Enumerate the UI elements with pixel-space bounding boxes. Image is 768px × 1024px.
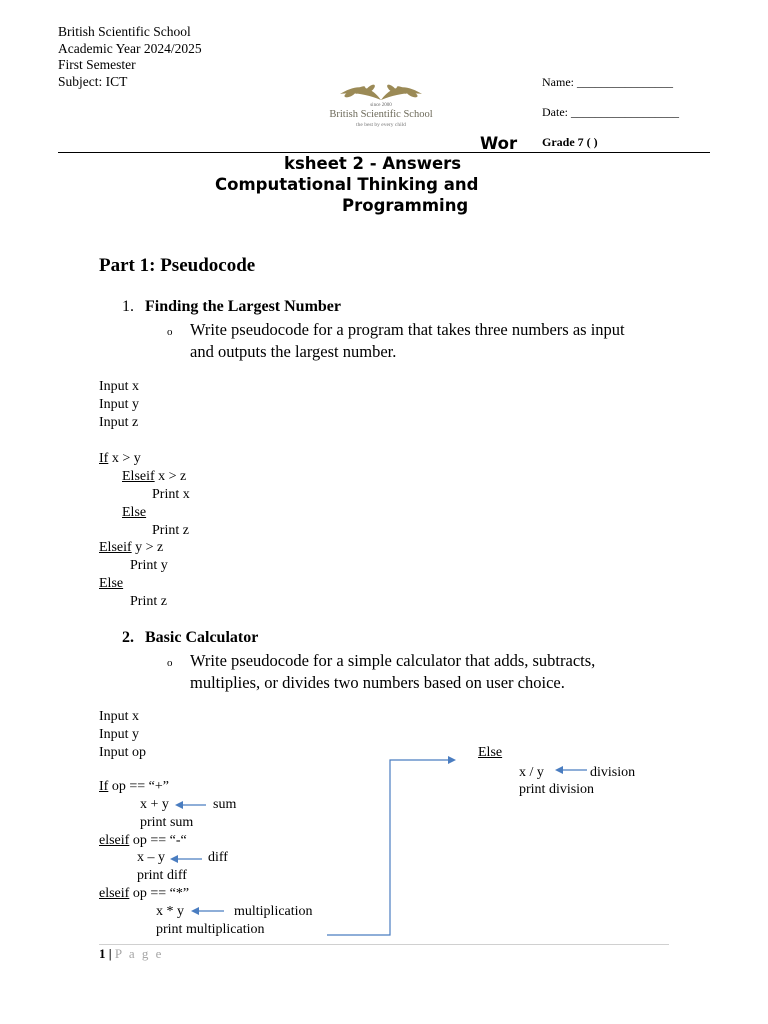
q1-code-line: Print y (130, 558, 168, 573)
q1-bullet-line2: and outputs the largest number. (190, 342, 397, 361)
q2-add-expr: x + y (140, 797, 169, 812)
q1-else-line: Else (122, 505, 147, 520)
q1-number: 1. (122, 298, 134, 315)
name-field: Name: ________________ (542, 75, 673, 89)
keyword: If (99, 451, 109, 466)
q1-bullet-line1: Write pseudocode for a program that takes three numbers as input (190, 320, 625, 339)
q2-mul-expr: x * y (156, 904, 184, 919)
q2-bullet-icon: o (167, 657, 173, 669)
q2-code-line: print division (519, 782, 595, 797)
keyword: If (99, 779, 109, 794)
q1-code-line: Input y (99, 397, 140, 412)
q2-sub-label: diff (208, 850, 228, 865)
q1-elseif-line: Elseif y > z (99, 540, 164, 555)
page-number: 1 (99, 946, 106, 961)
q2-code-line: print diff (137, 868, 187, 883)
q2-else-line: Else (478, 745, 503, 760)
q2-sub-expr: x – y (137, 850, 165, 865)
q2-elseif-line: elseif op == “*” (99, 886, 190, 901)
logo-since: since 2000 (370, 103, 392, 108)
semester: First Semester (58, 57, 136, 72)
keyword: elseif (99, 833, 130, 848)
page-footer: 1 | P a g e (99, 946, 164, 961)
q1-title: Finding the Largest Number (145, 298, 341, 315)
q2-div-label: division (590, 765, 636, 780)
q1-else-line: Else (99, 576, 124, 591)
q1-bullet-icon: o (167, 326, 173, 338)
keyword: Elseif (122, 469, 155, 484)
q1-code-line: Print z (152, 523, 189, 538)
q2-code-line: Input x (99, 709, 140, 724)
q2-if-line: If op == “+” (99, 779, 169, 794)
title-line-3: Programming (342, 196, 469, 215)
q1-code-line: Print z (130, 594, 167, 609)
date-field: Date: __________________ (542, 105, 679, 119)
q1-if-line: If x > y (99, 451, 141, 466)
q2-title: Basic Calculator (145, 629, 259, 646)
q2-code-line: Input y (99, 727, 140, 742)
q1-code-line: Input x (99, 379, 140, 394)
q1-code-line: Print x (152, 487, 190, 502)
page-word: P a g e (114, 946, 164, 961)
school-name: British Scientific School (58, 24, 191, 39)
q2-add-label: sum (213, 797, 237, 812)
academic-year: Academic Year 2024/2025 (58, 41, 202, 56)
q2-code-line: print sum (140, 815, 194, 830)
subject: Subject: ICT (58, 74, 128, 89)
title-part-b: ksheet 2 - Answers (284, 154, 462, 173)
title-part-a: Wor (480, 134, 518, 153)
q2-div-expr: x / y (519, 765, 544, 780)
q2-code-line: print multiplication (156, 922, 265, 937)
connector-arrow-icon (327, 760, 454, 935)
grade-field: Grade 7 ( ) (542, 135, 598, 149)
q2-bullet-line2: multiplies, or divides two numbers based on user choice. (190, 673, 565, 692)
q2-bullet-line1: Write pseudocode for a simple calculator that adds, subtracts, (190, 651, 596, 670)
q2-number: 2. (122, 629, 134, 646)
keyword: Elseif (99, 540, 132, 555)
q1-code-line: Input z (99, 415, 139, 430)
logo-motto: the best by every child (356, 122, 406, 128)
q1-elseif-line: Elseif x > z (122, 469, 187, 484)
footer-divider (99, 944, 669, 945)
part1-heading: Part 1: Pseudocode (99, 255, 256, 276)
keyword: elseif (99, 886, 130, 901)
q2-code-line: Input op (99, 745, 147, 760)
q2-elseif-line: elseif op == “-“ (99, 833, 187, 848)
q2-mul-label: multiplication (234, 904, 313, 919)
logo-name: British Scientific School (329, 109, 433, 120)
title-line-2: Computational Thinking and (215, 175, 479, 194)
